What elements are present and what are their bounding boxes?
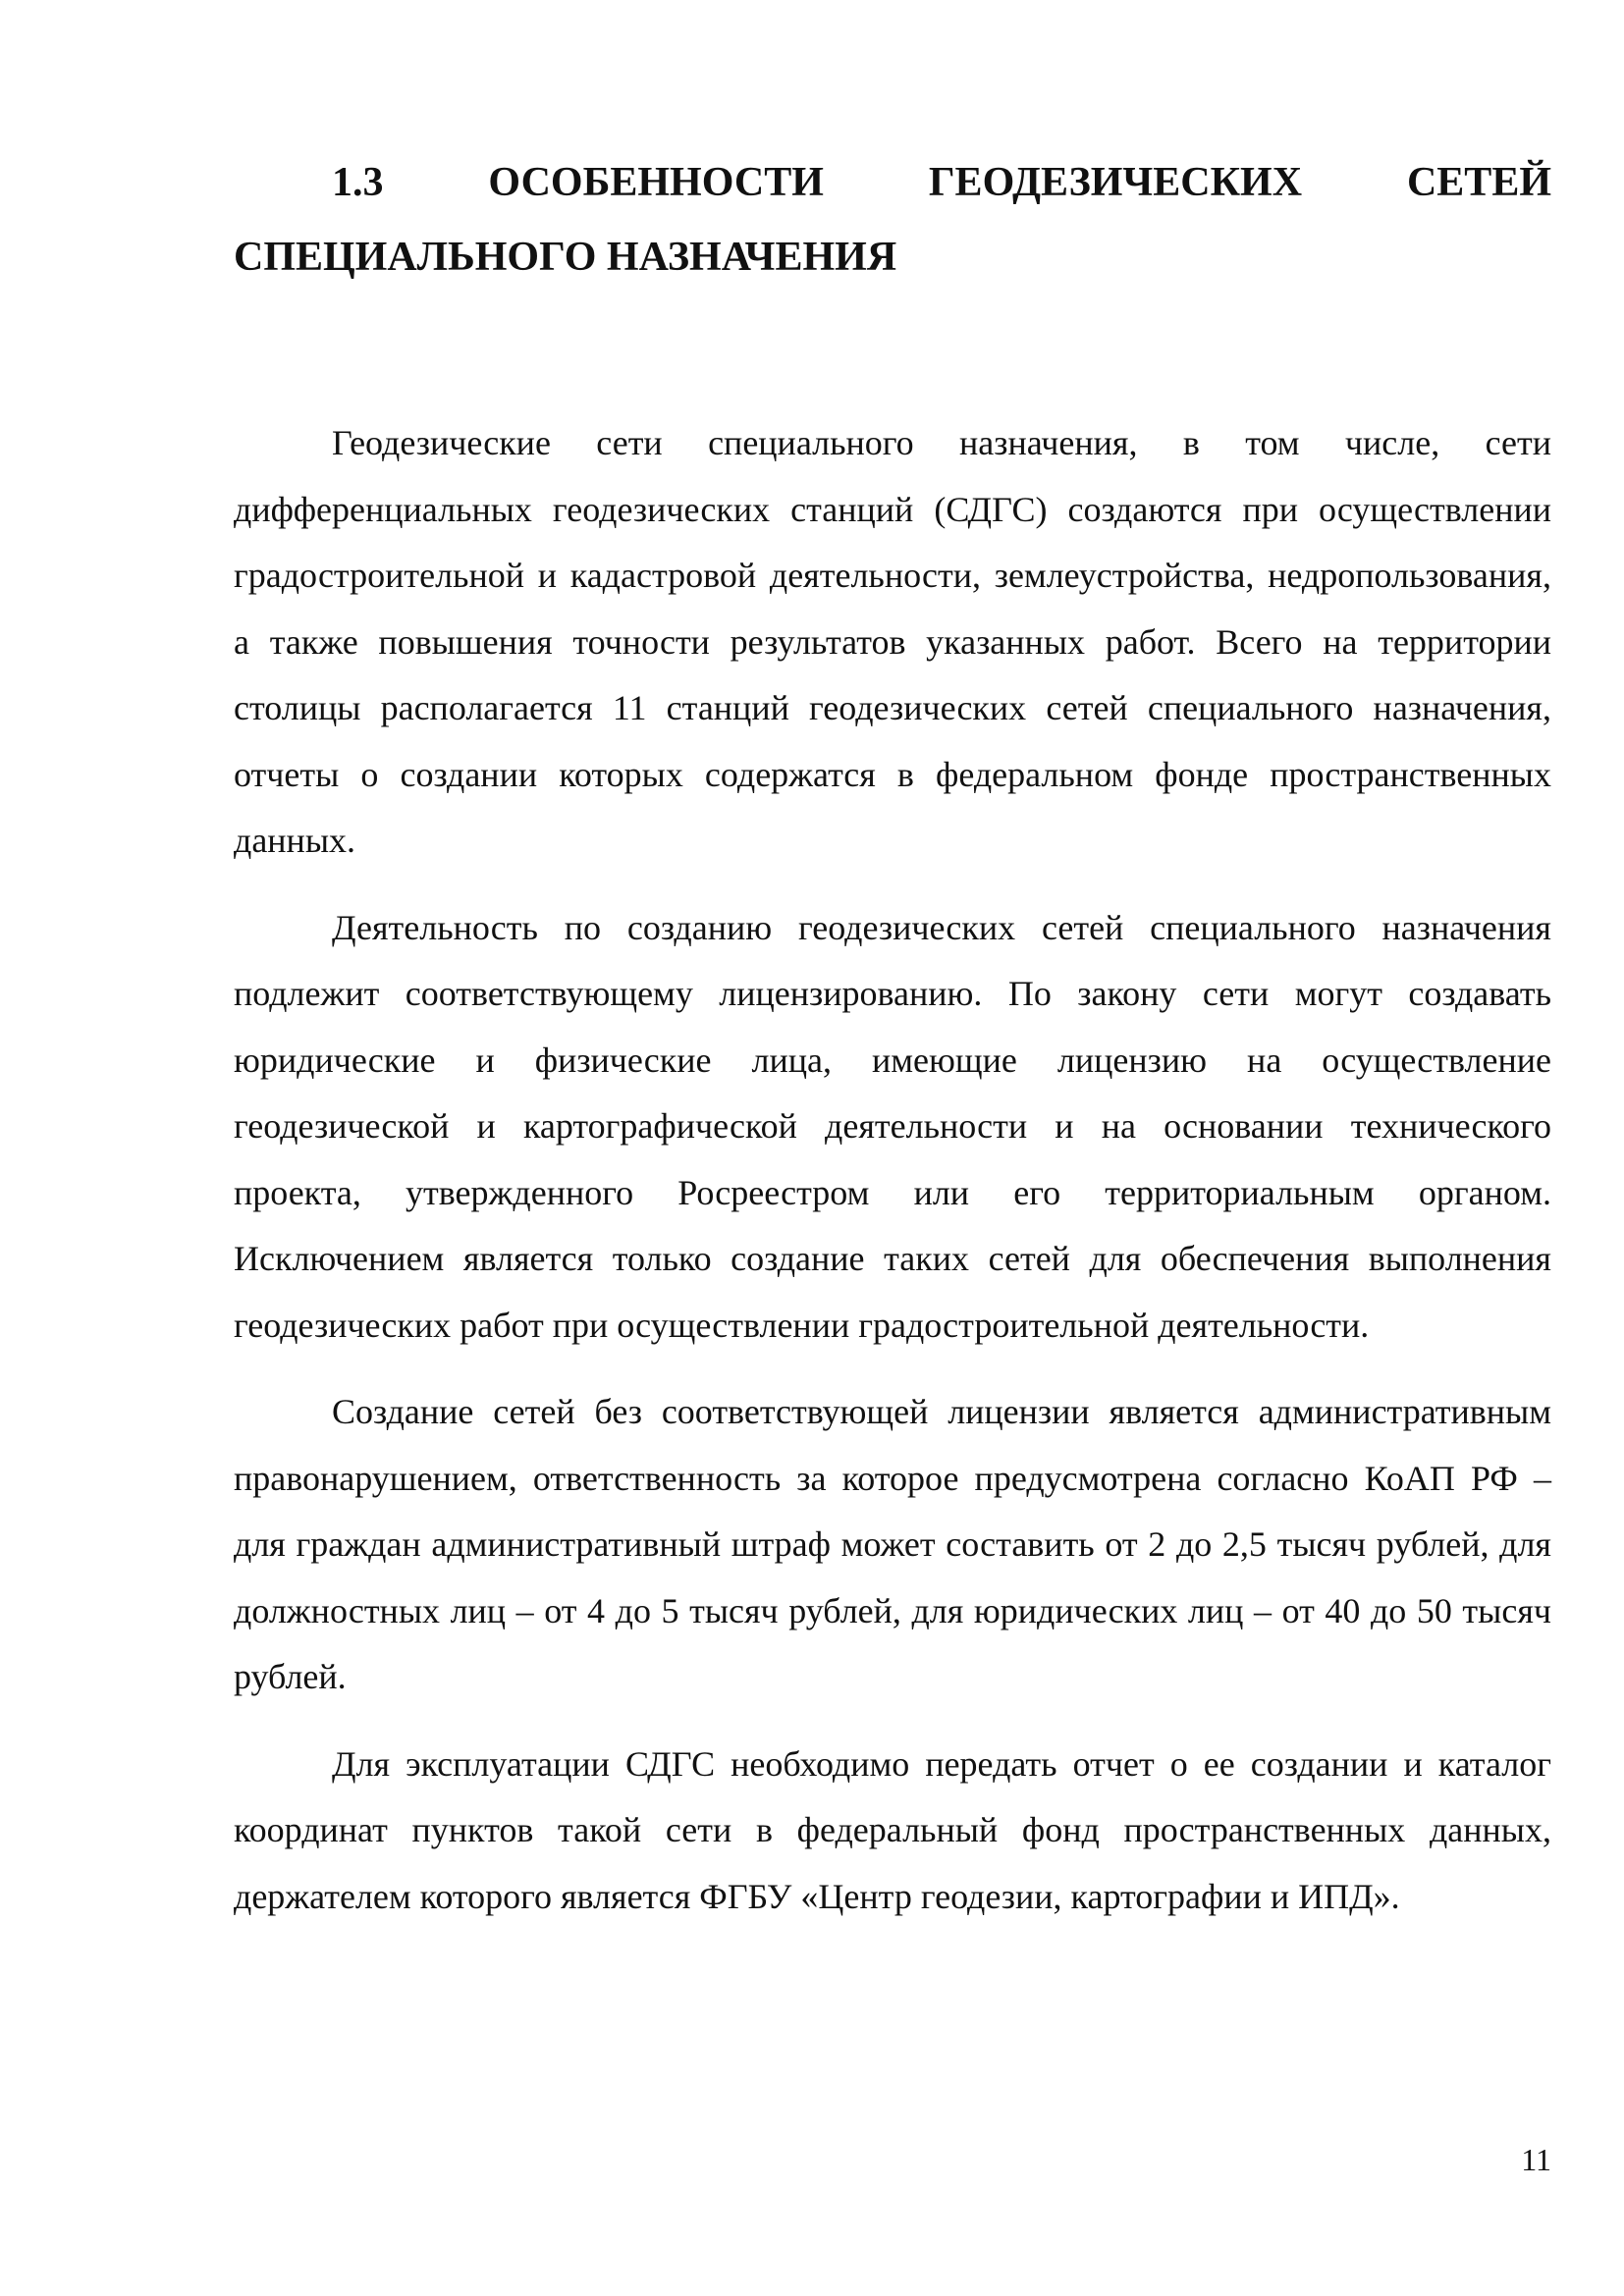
section-heading-line-2: СПЕЦИАЛЬНОГО НАЗНАЧЕНИЯ bbox=[234, 235, 897, 280]
paragraph-1: Геодезические сети специального назначения, в том числе, сети дифференциальных геодезических станций (СДГС) создаются при осуществлении градостроительной и кадастровой деятельности, землеустройства, недропользования, а также повышения точности результатов указанных работ. Всего на территории столицы располагается 11 станций геодезических сетей специального назначения, отчеты о создании которых содержатся в федеральном фонде пространственных данных. bbox=[234, 423, 1551, 860]
page-number: 11 bbox=[1521, 2142, 1551, 2177]
section-heading-line-1: 1.3 ОСОБЕННОСТИ ГЕОДЕЗИЧЕСКИХ СЕТЕЙ bbox=[332, 160, 1551, 205]
body-text bbox=[234, 410, 1551, 1950]
paragraph-4: Для эксплуатации СДГС необходимо передать отчет о ее создании и каталог координат пунктов такой сети в федеральный фонд пространственных данных, держателем которого является ФГБУ «Центр геодезии, картографии и ИПД». bbox=[234, 1743, 1551, 1916]
section-heading bbox=[234, 145, 1551, 294]
paragraph-2: Деятельность по созданию геодезических сетей специального назначения подлежит соответствующему лицензированию. По закону сети могут создавать юридические и физические лица, имеющие лицензию на осуществление геодезической и картографической деятельности и на основании технического проекта, утвержденного Росреестром или его территориальным органом. Исключением является только создание таких сетей для обеспечения выполнения геодезических работ при осуществлении градостроительной деятельности. bbox=[234, 907, 1551, 1345]
paragraph-3: Создание сетей без соответствующей лицензии является административным правонарушением, ответственность за которое предусмотрена согласно КоАП РФ – для граждан административный штраф может составить от 2 до 2,5 тысяч рублей, для должностных лиц – от 4 до 5 тысяч рублей, для юридических лиц – от 40 до 50 тысяч рублей. bbox=[234, 1392, 1551, 1696]
